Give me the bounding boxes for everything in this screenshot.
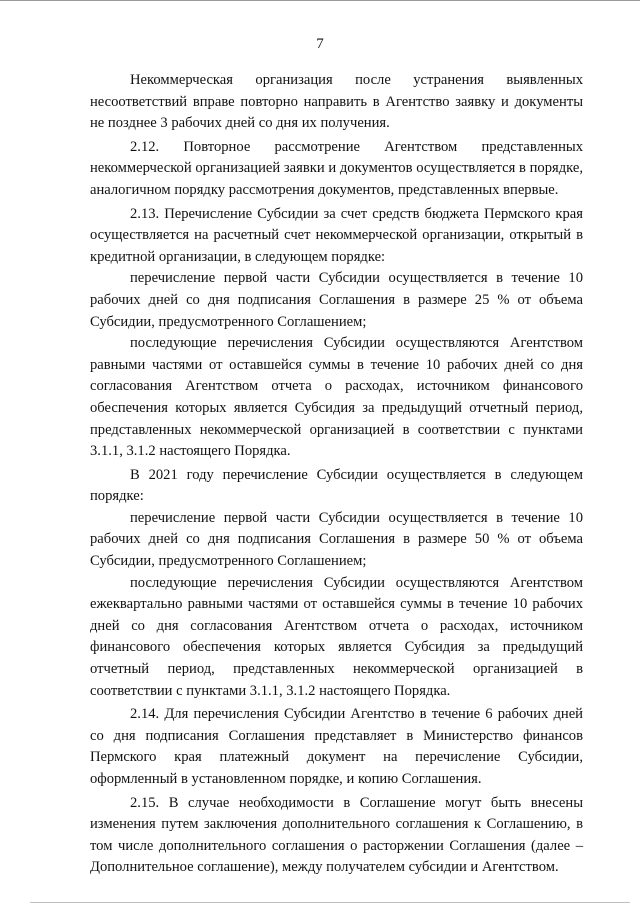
paragraph-2-15: 2.15. В случае необходимости в Соглашение могут быть внесены изменения путем заключения дополнительного соглашения к Соглашению, в том числе дополнительного соглашения о расторжении Соглашения (далее – Дополнительное соглашение), между получателем субсидии и Агентством. [90, 794, 583, 876]
paragraph-2021-order: В 2021 году перечисление Субсидии осуществляется в следующем порядке: [90, 466, 583, 505]
paragraph-2-13: 2.13. Перечисление Субсидии за счет средств бюджета Пермского края осуществляется на расчетный счет некоммерческой организации, открытый в кредитной организации, в следующем порядке: [90, 205, 583, 265]
document-body [90, 70, 583, 879]
paragraph-resubmission: Некоммерческая организация после устранения выявленных несоответствий вправе повторно направить в Агентство заявку и документы не позднее 3 рабочих дней со дня их получения. [90, 72, 583, 132]
paragraph-2-14: 2.14. Для перечисления Субсидии Агентство в течение 6 рабочих дней со дня подписания Соглашения представляет в Министерство финансов Пермского края платежный документ на перечисление Субсидии, оформленный в установленном порядке, и копию Соглашения. [90, 706, 583, 787]
paragraph-2021-subsequent-transfers: последующие перечисления Субсидии осуществляются Агентством ежеквартально равными частями от оставшейся суммы в течение 10 рабочих дней со дня согласования Агентством отчета о расходах, источником финансового обеспечения которых является Субсидия за предыдущий отчетный период, представленных некоммерческой организацией в соответствии с пунктами 3.1.1, 3.1.2 настоящего Порядка. [90, 574, 583, 699]
paragraph-2-12: 2.12. Повторное рассмотрение Агентством представленных некоммерческой организацией заявки и документов осуществляется в порядке, аналогичном порядку рассмотрения документов, представленных впервые. [90, 138, 583, 198]
page-bottom-edge [30, 902, 630, 903]
paragraph-subsequent-transfers: последующие перечисления Субсидии осуществляются Агентством равными частями от оставшейся суммы в течение 10 рабочих дней со дня согласования Агентством отчета о расходах, источником финансового обеспечения которых является Субсидия за предыдущий отчетный период, представленных некоммерческой организацией в соответствии с пунктами 3.1.1, 3.1.2 настоящего Порядка. [90, 335, 583, 460]
page-number: 7 [316, 36, 324, 52]
page-top-edge [0, 0, 640, 1]
paragraph-2021-first-transfer: перечисление первой части Субсидии осуществляется в течение 10 рабочих дней со дня подписания Соглашения в размере 50 % от объема Субсидии, предусмотренного Соглашением; [90, 509, 583, 570]
paragraph-first-transfer: перечисление первой части Субсидии осуществляется в течение 10 рабочих дней со дня подписания Соглашения в размере 25 % от объема Субсидии, предусмотренного Соглашением; [90, 270, 583, 330]
